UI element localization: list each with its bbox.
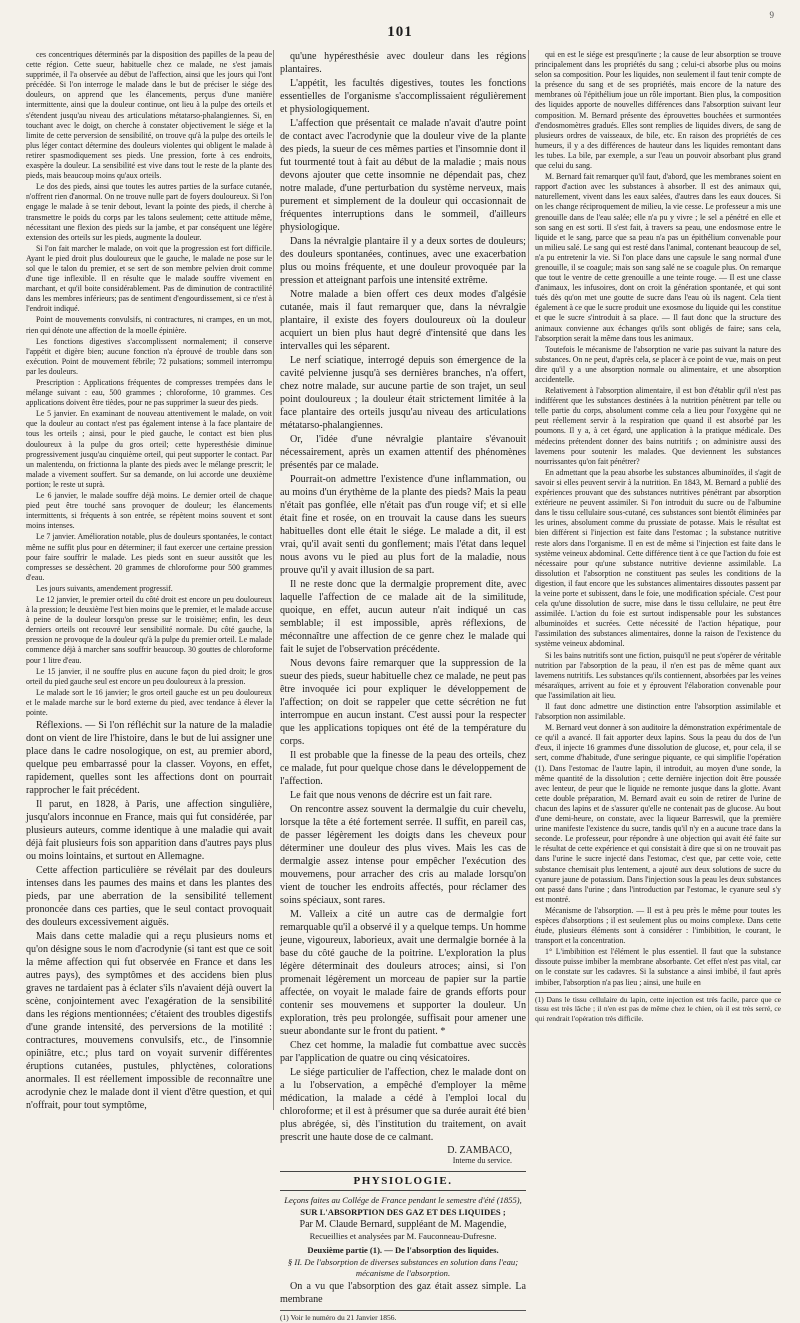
article-text: [280, 1280, 526, 1306]
paragraph: ces concentriques déterminés par la disposition des papilles de la peau de cette région. Cette sueur, habituelle chez ce malade, ne s'est jamais supprimée, il l'a observée au début de l'affection, ainsi que les jours qui l'ont précédée. Si l'on interroge le malade dans le but de préciser le siége des douleurs, on apprend que les élancements, perçus d'une manière intermittente, ainsi que la douleur continue, ont lieu à la pulpe des orteils et s'étendent jusqu'au niveau des articulations métatarso-phalangiennes. Si, en touchant avec le doigt, on cherche à constater objectivement le siége et la limite de cette perversion de sensibilité, on trouve qu'à la pulpe des orteils le plus léger contact détermine des douleurs violentes qui obligent le malade à retirer spasmodiquement ses pieds. Une pression, forte à ces endroits, exaspère la douleur. La sensibilité est vive dans tout le reste de la plante des pieds, mais beaucoup moins qu'aux orteils.: [26, 50, 272, 181]
physiology-text: [535, 50, 781, 988]
paragraph: Si l'on fait marcher le malade, on voit que la progression est fort difficile. Ayant le pied droit plus douloureux que le gauche, le malade ne pose sur le sol que le talon du premier, et se sert de son membre pelvien droit comme d'une tige inflexible. Il en résulte que le malade souffre vivement en marchant, et qu'il boite considérablement. Pas de diminution de contractilité dans les membres inférieurs; pas de sentiment d'engourdissement, si ce n'est à l'endroit indiqué.: [26, 243, 272, 314]
paragraph: Il parut, en 1828, à Paris, une affection singulière, jusqu'alors inconnue en France, mais qui fut considérée, par plusieurs auteurs, comme identique à une maladie qui avait déjà fait plusieurs fois son apparition dans d'autres pays plus ou moins lointains, et surtout en Allemagne.: [26, 799, 272, 863]
paragraph: Le siége particulier de l'affection, chez le malade dont on a lu l'observation, a empêché d'employer la même médication, la malade a cédé à l'emploi local du chloroforme; et il est à présumer que sa durée aurait été bien plus abrégée, si, dès l'institution du traitement, on avait prescrit une haute dose de ce calmant.: [280, 1067, 526, 1143]
footnote-text: (1) Voir le numéro du 21 Janvier 1856.: [280, 1313, 397, 1322]
footnote: [280, 1310, 526, 1323]
lecture-editor: Recueillies et analysées par M. Fauconneau-Dufresne.: [309, 1231, 497, 1241]
paragraph: L'appétit, les facultés digestives, toutes les fonctions essentielles de l'organisme s'accomplissaient régulièrement et physiologiquement.: [280, 78, 526, 115]
paragraph: Le malade sort le 16 janvier; le gros orteil gauche est un peu douloureux et le malade marche sur le bord externe du pied, avec tendance à élever la pointe.: [26, 687, 272, 717]
paragraph: En admettant que la peau absorbe les substances albuminoïdes, il s'agit de savoir si elles peuvent servir à la nutrition. En 1843, M. Bernard a publié des expériences prouvant que des substances nutritives pénétrant par absorption extérieure ne peuvent assimiler. Si l'on introduit du sucre ou de l'albumine dans le tissu cellulaire sous-cutané, ces substances sont bientôt éliminées par les urines, absolument comme du prussiate de potasse. Mais le résultat est bien différent si l'injection est faite dans l'estomac ; la substance nutritive reste alors dans l'organisme. Il en est de même si l'injection est faite dans le système veineux abdominal. Cette différence tient à ce que l'action du foie est nécessaire pour qu'une substance nutritive devienne assimilable. La dissolution et l'absorption ne constituent pas seules les conditions de la digestion, il faut encore que les substances alimentaires dissoutes passent par la veine porte et subissent, dans le foie, une modification spéciale. C'est pour cela qu'une dissolution de sucre, mise dans le tissu cellulaire, ne peut être assimilée. L'action du foie est surtout indispensable pour les substances albuminoïdes et sucrées. Cette nécessité de l'action hépatique, pour l'assimilation des substances alimentaires, donne la raison de l'existence du système veineux abdominal.: [535, 467, 781, 649]
paragraph: Les jours suivants, amendement progressif.: [36, 583, 173, 593]
paragraph: Il ne reste donc que la dermalgie proprement dite, avec laquelle l'affection de ce malade ait de la similitude, quoique, en effet, aucun auteur n'ait indiqué un cas semblable; il est impossible, après réflexions, de méconnaître une affection de ce genre chez le malade qui fait le sujet de l'observation précédente.: [280, 579, 526, 655]
section-heading: PHYSIOLOGIE.: [280, 1171, 526, 1191]
reflexions-text: [26, 719, 272, 1112]
paragraph: qui en est le siége est presqu'inerte ; la cause de leur absorption se trouve principalement dans les propriétés du sang ; celui-ci absorbe plus ou moins selon sa composition. Pour les liquides, non seulement il faut tenir compte de la présence du sang et de ses propriétés, mais encore de la nature des membranes où l'épithélium joue un rôle important. Bien plus, la composition des liquides apporte de nouvelles différences dans l'absorption suivant leur composition. M. Bernard présente des éprouvettes bouchées et surmontées d'endosmomètres gradués. Elles sont remplies de liquides divers, de sang de plusieurs ordres de vaisseaux, de bile, etc. En raison des propriétés de ces humeurs, il y a des différences de hauteur dans les liquides remontant dans les tubes. La bile, par exemple, a sur l'eau un pouvoir absorbant plus grand que celui du sang.: [535, 50, 781, 171]
paragraph: Le 6 janvier, le malade souffre déjà moins. Le dernier orteil de chaque pied peut être touché sans provoquer de douleur; les élancements intermittents, si fréquents à son entrée, se répètent moins souvent et sont moins intenses.: [26, 491, 272, 531]
case-observation-text: [26, 50, 272, 718]
part-title: Deuxième partie (1). — De l'absorption des liquides.: [307, 1245, 499, 1255]
paragraph: Relativement à l'absorption alimentaire, il est bon d'établir qu'il n'est pas indifférent que les substances destinées à la nutrition pénètrent par telle ou telle partie du corps, absolument comme cela a lieu pour l'oxygène qui ne peut réellement servir à la respiration que quand il est absorbé par les poumons. Il y a, à cet égard, une application à la pratique médicale. Des médecins prétendent donner des bains nutritifs ; on administre aussi des lavemens pour soutenir les malades. Que deviennent les substances nourrissantes qu'on fait pénétrer?: [535, 386, 781, 466]
paragraph: Le fait que nous venons de décrire est un fait rare.: [290, 790, 493, 801]
paragraph: Le 7 janvier. Amélioration notable, plus de douleurs spontanées, le contact même ne suffit plus pour en déterminer; il faut exercer une certaine pression pour faire souffrir le malade. Les pieds sont en sueur aussitôt que les compresses se dessèchent. 20 grammes de chloroforme pour 500 grammes d'eau.: [26, 532, 272, 582]
lecture-title: Leçons faites au Collége de France pendant le semestre d'été (1855),: [284, 1195, 522, 1205]
column-3: [535, 50, 781, 1110]
paragraph: M. Valleix a cité un autre cas de dermalgie fort remarquable qu'il a observé il y a quelque temps. Un homme jeune, vigoureux, laborieux, avait une dermalgie bornée à la base du côté gauche de la poitrine. L'exploration la plus légère déterminait des douleurs atroces; ainsi, si l'on promenait légèrement un morceau de papier sur la partie affectée, on voyait le malade faire de grands efforts pour contenir ses mouvemens et supporter la douleur. Un exploration, très peu prolongée, suffisait pour amener une sueur abondante sur le front du patient. *: [280, 909, 526, 1037]
paragraph: Chez cet homme, la maladie fut combattue avec succès par l'application de quatre ou cinq vésicatoires.: [280, 1040, 526, 1064]
paragraph: Le 12 janvier, le premier orteil du côté droit est encore un peu douloureux à la pression; le deuxième l'est bien moins que le premier, et le malade accuse à peine de la douleur lorsqu'on presse sur le troisième; enfin, les deux derniers orteils ont recouvré leur sensibilité normale. Du côté gauche, la pression ne provoque de la douleur qu'à la pulpe du premier orteil. Le malade commence déjà à marcher sans souffrir beaucoup. 30 gouttes de chloroforme pour 1 litre d'eau.: [26, 594, 272, 665]
paragraph: 1° L'imbibition est l'élément le plus essentiel. Il faut que la substance dissoute puisse imbiber la membrane absorbante. Cet effet n'est pas vital, car on le constate sur les cadavres. Si la substance a ainsi imbibé, il faut après imbiber, l'absorption n'a pas lieu ; ainsi, une huile en: [535, 947, 781, 987]
paragraph: Le nerf sciatique, interrogé depuis son émergence de la cavité pelvienne jusqu'à ses dernières branches, n'a offert, chez notre malade, sur aucune partie de son trajet, un seul point douloureux ; la douleur était strictement limitée à la face plantaire des orteils jusqu'au niveau des articulations métatarso-phalangiennes.: [280, 355, 526, 431]
paragraph: Dans la névralgie plantaire il y a deux sortes de douleurs; des douleurs spontanées, continues, avec une exacerbation plus ou moins fréquente, et une douleur provoquée par la pression et atteignant parfois une intensité extrême.: [280, 236, 526, 286]
author-role: Interne du service.: [452, 1156, 512, 1165]
paragraph: Mécanisme de l'absorption. — Il est à peu près le même pour toutes les espèces d'absorptions ; il est seulement plus ou moins complexe. Dans cette étude, plusieurs éléments sont à considérer : l'imbibition, le courant, le transport et la concentration.: [535, 905, 781, 946]
author-signature: D. ZAMBACO,: [447, 1145, 512, 1156]
paragraph: Si les bains nutritifs sont une fiction, puisqu'il ne peut s'opérer de véritable nutrition par l'absorption de la peau, il n'en est pas de même quant aux lavemens nutritifs. Les substances qu'ils contiennent, absorbées par les veines mésaraïques, arrivent au foie et y éprouvent l'élaboration convenable pour que l'assimilation ait lieu.: [535, 650, 781, 700]
paragraph: M. Bernard fait remarquer qu'il faut, d'abord, que les membranes soient en rapport d'action avec les substances à absorber. Il est des animaux qui, naturellement, vivent dans les eaux salées, d'autres dans les eaux douces. Si on les change réciproquement de milieu, la vie cesse. Le professeur a mis une grenouille dans de l'eau salée; elle n'a pu y vivre ; le sel a pénétré en elle et son sang en est sorti. Il s'est fait, à travers sa peau, une endosmose entre le liquide et le sang, parce que sa peau n'a pas un épithélium convenable pour un milieu salé. Le sang qui est resté dans l'animal, contenant beaucoup de sel, n'a pu entretenir la vie. Si l'on place dans une capsule le sang normal d'une grenouille, il se coagule; mais son sang salé ne se coagule plus. On remarque que tout le ventre de cette grenouille a une teinte rouge. — Il est une classe d'animaux, les infusoires, dont on croit la génération spontanée, et qui sont tués dès qu'on met une goutte de sucre dans l'eau où ils nagent. Cela tient également à ce que le sucre produit une exosmose du liquide qui les constitue et que le sucre s'introduit à sa place. — Il faut donc que la structure des animaux convienne aux échanges qu'ils sont obligés de faire; sans cela, l'absorption serait la même dans tous les animaux.: [535, 172, 781, 343]
paragraph: On a vu que l'absorption des gaz était assez simple. La membrane: [280, 1281, 526, 1305]
paragraph: Nous devons faire remarquer que la suppression de la sueur des pieds, sueur habituelle chez ce malade, ne peut pas être invoquée ici pour expliquer le développement de l'affection; on doit se rappeler que cette sécrétion ne fut interrompue en aucun instant. C'est aussi pour la respecter que les applications topiques ont été de la température du corps.: [280, 658, 526, 747]
paragraph: Prescription : Applications fréquentes de compresses trempées dans le mélange suivant : eau, 500 grammes ; chloroforme, 10 grammes. Ces applications doivent être tièdes, pour ne pas supprimer la sueur des pieds.: [26, 378, 272, 408]
paragraph: Toutefois le mécanisme de l'absorption ne varie pas suivant la nature des substances. On ne peut, d'après cela, se placer à ce point de vue, mais on peut dire qu'il y a une absorption normale ou alimentaire, et une absorption accidentelle.: [535, 344, 781, 384]
article-text: [280, 50, 526, 1144]
footnote-text: (1) Dans le tissu cellulaire du lapin, cette injection est très facile, parce que ce tissu est très lâche ; il n'en est pas de même chez le chien, où il est très serré, ce qui rendrait l'opération très difficile.: [535, 994, 781, 1023]
paragraph: Mais dans cette maladie qui a reçu plusieurs noms et qu'on désigne sous le nom d'acrodynie (si tant est que ce soit la même affection qui fut observée en France et dans les autres pays), des symptômes et des accidens bien plus graves ne tardaient pas à éclater s'ils n'avaient déjà ouvert la scène, conjointement avec l'exagération de la sensibilité dans les régions mentionnées; c'étaient des troubles digestifs d'une grande intensité, des perversions de la motilité : contractures, mouvemens convulsifs, etc., de l'insomnie opiniâtre, etc.; plus tard on voyait survenir différentes éruptions cutanées, pustules, phlyctènes, colorations anormales. Il est réellement impossible de reconnaître une acrodynie chez le malade dont il vient d'être question, et qui n'offrait, pour tout symptôme,: [26, 931, 272, 1112]
paragraph: Il est probable que la finesse de la peau des orteils, chez ce malade, fut pour quelque chose dans le développement de l'affection.: [280, 750, 526, 787]
paragraph: Notre malade a bien offert ces deux modes d'algésie cutanée, mais il faut remarquer que, dans la névralgie plantaire, il existe des foyers douloureux où la douleur acquiert un bien plus haut degré d'intensité que dans les intervalles qui les séparent.: [280, 289, 526, 352]
paragraph: qu'une hypéresthésie avec douleur dans les régions plantaires.: [280, 51, 526, 75]
paragraph: Réflexions. — Si l'on réfléchit sur la nature de la maladie dont on vient de lire l'histoire, dans le but de lui assigner une place dans le cadre nosologique, on est, au premier abord, quelque peu embarrassé pour la classer. Voyons, en effet, rapidement, quelles sont les affections dont on pourrait rapprocher le fait précédent.: [26, 720, 272, 797]
lecture-subject: SUR L'ABSORPTION DES GAZ ET DES LIQUIDES ;: [300, 1207, 506, 1217]
column-rule: [528, 50, 529, 1110]
paragraph: Le 5 janvier. En examinant de nouveau attentivement le malade, on voit que la douleur au contact n'est pas également intense à la face plantaire de tous les orteils ; ainsi, pour le pied gauche, le contact est bien plus douloureux à la pulpe du gros orteil; cette hyperesthésie diminue progressivement jusqu'au cinquième orteil, qui peut supporter le contact. Par un malentendu, on frictionna la plante des pieds avec le mélange prescrit; le malade a vivement souffert. Sur sa demande, on lui accorde une deuxième portion; le reste ut suprà.: [26, 409, 272, 489]
corner-mark: 9: [769, 10, 774, 20]
paragraph: Le dos des pieds, ainsi que toutes les autres parties de la surface cutanée, n'offrent rien d'anormal. On ne trouve nulle part de foyers douloureux. Si l'on engage le malade à se tenir debout, levant la pointe des pieds, il cherche à transmettre le poids du corps par les talons seulement; cette attitude même, nécessitant une flexion des pieds sur la jambe, et par conséquent une légère extension des orteils sur les pieds, augmente la douleur.: [26, 182, 272, 242]
column-1: [26, 50, 272, 1110]
paragraph: On rencontre assez souvent la dermalgie du cuir chevelu, lorsque la tête a été fortement serrée. Il suffit, en pareil cas, de passer légèrement les doigts dans les cheveux pour déterminer une douleur des plus vives. Mais les cas de dermalgie assez intense pour empêcher l'exécution des mouvemens, pour arracher des cris au malade lorsqu'on vient de toucher les endroits affectés, pour réclamer des soins spéciaux, sont rares.: [280, 804, 526, 906]
paragraph: Il faut donc admettre une distinction entre l'absorption assimilable et l'absorption non assimilable.: [535, 702, 781, 722]
paragraph: Point de mouvements convulsifs, ni contractures, ni crampes, en un mot, rien qui dénote une affection de la moelle épinière.: [26, 315, 272, 335]
page-number: 101: [387, 24, 413, 40]
section-line: § II. De l'absorption de diverses substances en solution dans l'eau; mécanisme de l'absorption.: [287, 1257, 519, 1278]
column-2: [280, 50, 526, 1322]
paragraph: Or, l'idée d'une névralgie plantaire s'évanouit nécessairement, après un examen attentif des phénomènes présentés par ce malade.: [280, 434, 526, 471]
paragraph: Les fonctions digestives s'accomplissent normalement; il conserve l'appétit et digère bien; aucune fonction n'a éprouvé de trouble dans son exécution. Point de mouvement fébrile; 72 pulsations; sommeil interrompu par les douleurs.: [26, 336, 272, 376]
paragraph: M. Bernard veut donner à son auditoire la démonstration expérimentale de ce qu'il a avancé. Il fait apporter deux lapins. Sous la peau du dos de l'un d'eux, il injecte 16 grammes d'une dissolution de glucose, et, pour cela, il se sert, comme d'habitude, d'une seringue piquante, ce qui simplifie l'opération (1). Dans l'estomac de l'autre lapin, il introduit, au moyen d'une sonde, la même quantité de la dissolution ; cette dernière injection doit être poussée avec lenteur, de peur que le liquide ne remonte jusque dans la glotte. Avant cette double préparation, M. Bernard avait eu soin de retirer de l'urine de chacun des lapins et de s'assurer qu'elle ne contenait pas de glucose. Au bout d'une demi-heure, on constate, avec la liqueur Barreswil, que la première urine manifeste l'existence du sucre, tandis qu'il n'y en a aucune trace dans la seconde. Le professeur, pour répondre à une objection qui avait été faite sur le résultat de cette expérience et qui consistait à dire que si on ne trouvait pas dans l'urine le sucre injecté dans l'estomac, c'est que, par cette voie, cette substance chemisait plus lentement, a ajouté aux deux solutions de sucre du cyanure jaune de potassium. Dans l'injection sous la peau les deux substances ont passé dans l'urine ; dans l'introduction par l'estomac, le cyanure seul s'y est montré.: [535, 723, 781, 904]
column-rule: [273, 50, 274, 1110]
lecture-author: Par M. Claude Bernard, suppléant de M. Magendie,: [299, 1219, 507, 1230]
paragraph: Cette affection particulière se révélait par des douleurs intenses dans les paumes des mains et dans les plantes des pieds, par une aberration de la sensibilité tellement prononcée dans ces parties, que le seul contact provoquait des douleurs excessivement aiguës.: [26, 865, 272, 929]
paragraph: L'affection que présentait ce malade n'avait d'autre point de contact avec l'acrodynie que la douleur vive de la plante des pieds, la sueur de ces mêmes parties et l'insomnie dont il fut tourmenté tout à fait au début de la maladie ; mais nous devons ajouter que cette insomnie ne dépendait pas, chez notre malade, d'une perturbation du système nerveux, mais purement et simplement de la douleur qui occasionnait de fréquentes interruptions dans le sommeil, d'ailleurs physiologique.: [280, 118, 526, 233]
paragraph: Le 15 janvier, il ne souffre plus en aucune façon du pied droit; le gros orteil du pied gauche seul est encore un peu douloureux à la pression.: [26, 666, 272, 686]
paragraph: Pourrait-on admettre l'existence d'une inflammation, ou au moins d'un érythème de la plante des pieds? Mais la peau n'était pas gonflée, elle n'était pas d'un rouge vif; et si elle était fine et rosée, on en trouvait la cause dans les sueurs habituelles dont elle était le siége. Le malade a dit, il est vrai, qu'il avait senti du gonflement; mais l'état dans lequel nous avons vu le pied au plus fort de la maladie, nous prouve qu'il y avait illusion de sa part.: [280, 474, 526, 576]
footnote: [535, 992, 781, 1024]
